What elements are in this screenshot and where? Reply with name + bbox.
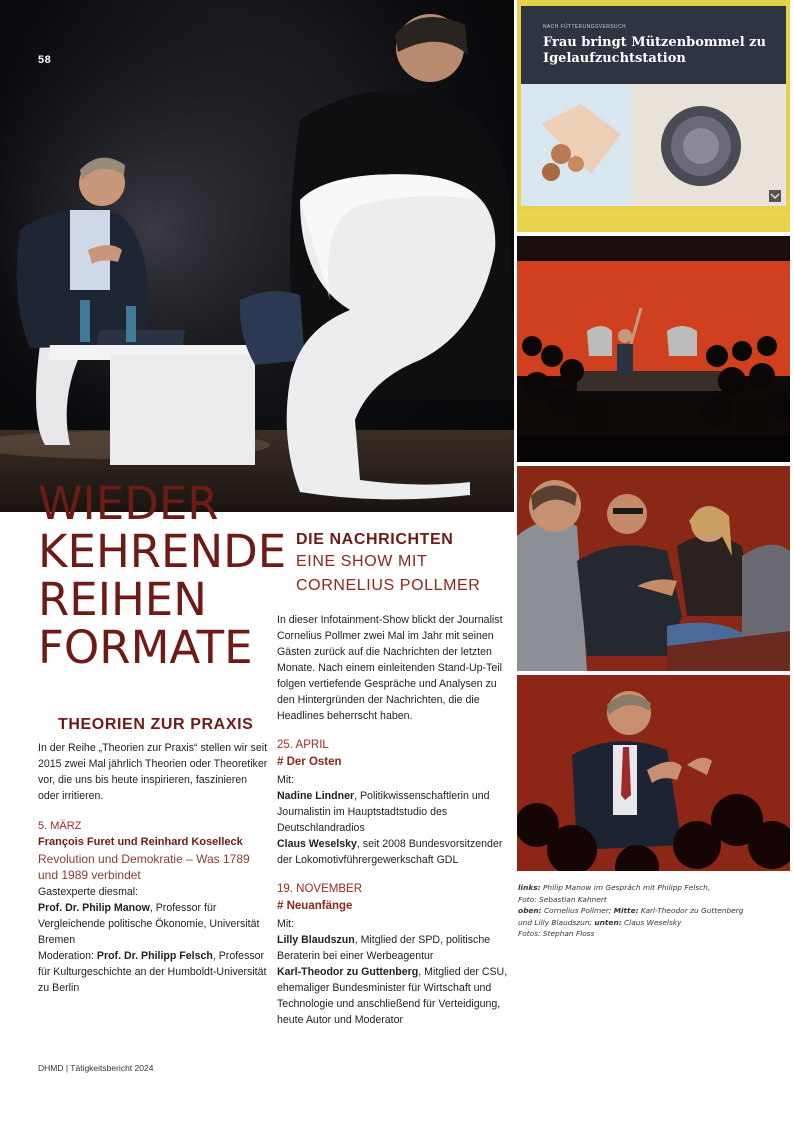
talk-photo-illustration <box>517 466 790 671</box>
slide-kicker: NACH FÜTTERUNGSVERSUCH <box>543 24 626 30</box>
talk-photo <box>517 466 790 671</box>
photo-caption <box>518 882 758 940</box>
guest-description: , Professor für Vergleichende politische Ökonomie, Universität Bremen <box>38 902 260 946</box>
moderator-name: Prof. Dr. Philipp Felsch <box>96 950 213 962</box>
event-date: 5. MÄRZ <box>38 820 82 832</box>
news-heading: DIE NACHRICHTEN <box>296 531 454 548</box>
event-details <box>277 916 509 1028</box>
caption-credit: Fotos: Stephan Floss <box>518 929 595 938</box>
with-label: Mit: <box>277 918 295 930</box>
event-subtitle: Revolution und Demokratie – Was 1789 und 1989 verbindet <box>38 852 250 882</box>
title-line: WIEDER <box>38 477 219 530</box>
theorien-heading: THEORIEN ZUR PRAXIS <box>58 716 254 733</box>
event-topic: # Neuanfänge <box>277 900 353 912</box>
event-topic: # Der Osten <box>277 756 342 768</box>
event-date: 25. APRIL <box>277 739 329 751</box>
caption-text: Karl-Theodor zu Guttenberg und Lilly Blaudszun; <box>518 906 744 927</box>
guest-description: , Mitglied der SPD, politische Beraterin bei einer Werbeagentur <box>277 934 491 962</box>
moderator-description: , Professor für Kulturgeschichte an der Humboldt-Universität zu Berlin <box>38 950 267 994</box>
guest-name: Prof. Dr. Philip Manow <box>38 902 150 914</box>
title-line: REIHEN <box>38 573 207 626</box>
news-intro: In dieser Infotainment-Show blickt der Journalist Cornelius Pollmer zwei Mal im Jahr mit seinen Gästen zurück auf die Nachrichten der letzten Monate. Nach einem einleitenden Stand-Up-Teil folgen vertiefende Gespräche und Analysen zu den Hintergründen der Nachrichten, die die Headlines beherrscht haben. <box>277 614 503 722</box>
projected-slide <box>521 6 786 206</box>
title-line: KEHRENDE <box>38 525 287 578</box>
caption-text: Claus Weselsky <box>621 917 682 927</box>
guest-name: Claus Weselsky <box>277 838 357 850</box>
news-subheading: CORNELIUS POLLMER <box>296 577 481 594</box>
caption-label: links: <box>518 883 541 892</box>
caption-label: oben: <box>518 906 542 915</box>
caption-label: unten: <box>594 917 622 927</box>
event-details <box>277 772 509 868</box>
weselsky-photo <box>517 675 790 871</box>
event-date: 19. NOVEMBER <box>277 883 362 895</box>
guest-name: Karl-Theodor zu Guttenberg <box>277 966 419 978</box>
guest-description: , Mitglied der CSU, ehemaliger Bundesminister für Wirtschaft und Technologie und anschließend für Verteidigung, heute Autor und Moderator <box>277 966 508 1026</box>
event-details <box>38 884 274 996</box>
guest-label: Gastexperte diesmal: <box>38 886 139 898</box>
moderation-label: Moderation: <box>38 950 97 962</box>
hall-photo-illustration <box>517 236 790 462</box>
title-line: FORMATE <box>38 621 253 674</box>
slide-image <box>521 84 786 206</box>
stage-photo-illustration <box>0 0 514 512</box>
stage-photo <box>0 0 514 512</box>
slide-headline: Frau bringt Mützenbommel zu Igelaufzuchtstation <box>543 35 766 66</box>
guest-name: Nadine Lindner <box>277 790 355 802</box>
caption-credit: Foto: Sebastian Kahnert <box>518 894 607 904</box>
page-title <box>38 477 288 674</box>
screen-photo <box>517 0 790 232</box>
caption-text: Cornelius Pollmer; <box>541 906 614 915</box>
news-subheading: EINE SHOW MIT <box>296 553 428 570</box>
screen-frame <box>517 212 790 232</box>
page-number: 58 <box>38 54 52 66</box>
caption-text: Philip Manow im Gespräch mit Philipp Felsch, <box>540 883 711 892</box>
theorien-intro: In der Reihe „Theorien zur Praxis“ stellen wir seit 2015 zwei Mal jährlich Theorien oder Theoretiker vor, die uns bis heute inspirieren, faszinieren oder irritieren. <box>38 742 268 802</box>
weselsky-photo-illustration <box>517 675 790 871</box>
guest-description: , seit 2008 Bundesvorsitzender der Lokomotivführergewerkschaft GDL <box>277 838 503 866</box>
hall-photo <box>517 236 790 462</box>
guest-name: Lilly Blaudszun <box>277 934 355 946</box>
slide-header <box>521 6 786 84</box>
event-speakers: François Furet und Reinhard Koselleck <box>38 836 243 848</box>
caption-label: Mitte: <box>613 906 639 915</box>
with-label: Mit: <box>277 774 295 786</box>
page-footer: DHMD | Tätigkeitsbericht 2024 <box>38 1063 154 1073</box>
guest-description: , Politikwissenschaftlerin und Journalistin im Hauptstadtstudio des Deutschlandradios <box>277 790 490 834</box>
